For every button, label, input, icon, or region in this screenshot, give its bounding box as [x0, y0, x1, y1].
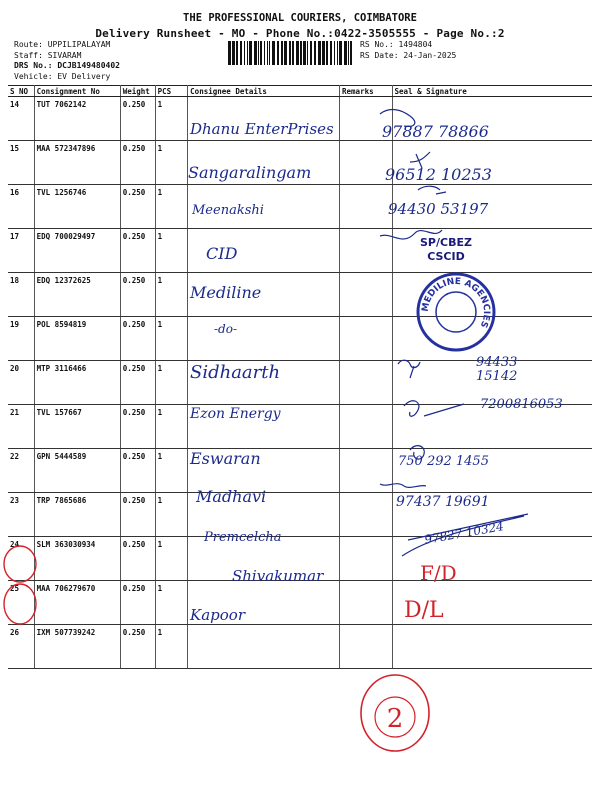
- rs-number: RS No.: 1494804: [360, 40, 433, 49]
- signature-15: [410, 152, 430, 168]
- cell-sno: 19: [8, 317, 34, 361]
- cell-sno: 22: [8, 449, 34, 493]
- cell-sno: 16: [8, 185, 34, 229]
- hw-remark-dl: D/L: [404, 598, 444, 623]
- hw-phone-15: 96512 10253: [385, 165, 492, 184]
- hw-consignee-15: Sangaralingam: [188, 163, 312, 182]
- cell-pcs: 1: [155, 317, 188, 361]
- circle-row-26: [4, 584, 36, 624]
- seal-text: MEDILINE AGENCIES: [420, 276, 492, 329]
- cell-sno: 21: [8, 405, 34, 449]
- cell-weight: 0.250: [120, 317, 155, 361]
- cell-consignment: TVL 1256746: [34, 185, 120, 229]
- drs-value: DCJB149480402: [57, 61, 120, 70]
- cell-pcs: 1: [155, 141, 188, 185]
- hw-phone-24: 97827 10324: [423, 519, 505, 547]
- stamp-cbez-line2: CSCID: [427, 250, 465, 263]
- cell-weight: 0.250: [120, 229, 155, 273]
- stamp-cbez-line1: SP/CBEZ: [420, 236, 472, 249]
- cell-consignment: TRP 7865686: [34, 493, 120, 537]
- col-weight: Weight: [120, 86, 155, 97]
- col-consignment: Consignment No: [34, 86, 120, 97]
- cell-sno: 23: [8, 493, 34, 537]
- hw-phone-21: 7200816053: [480, 397, 563, 412]
- cell-pcs: 1: [155, 185, 188, 229]
- cell-pcs: 1: [155, 581, 188, 625]
- table-header-row: [8, 86, 592, 97]
- cell-sno: 18: [8, 273, 34, 317]
- barcode-image: [228, 41, 354, 65]
- cell-pcs: 1: [155, 449, 188, 493]
- cell-consignment: MTP 3116466: [34, 361, 120, 405]
- hw-consignee-26: Kapoor: [190, 606, 245, 624]
- cell-weight: 0.250: [120, 361, 155, 405]
- runsheet-subtitle: Delivery Runsheet - MO - Phone No.:0422-3505555 - Page No.:2: [95, 27, 505, 40]
- col-remarks: Remarks: [340, 86, 393, 97]
- hw-remark-fd: F/D: [420, 561, 457, 585]
- cell-pcs: 1: [155, 493, 188, 537]
- route-line: Route: UPPILIPALAYAM: [14, 40, 111, 49]
- cell-consignment: TUT 7062142: [34, 97, 120, 141]
- circle-row-25: [4, 546, 36, 582]
- cell-pcs: 1: [155, 97, 188, 141]
- staff-line: Staff: SIVARAM: [14, 50, 82, 60]
- cell-sno: 14: [8, 97, 34, 141]
- cell-consignment: IXM 507739242: [34, 625, 120, 669]
- hw-consignee-17: CID: [206, 244, 238, 263]
- signature-22: [410, 446, 424, 459]
- cell-weight: 0.250: [120, 625, 155, 669]
- hw-phone-16: 94430 53197: [388, 200, 489, 218]
- cell-weight: 0.250: [120, 405, 155, 449]
- cell-consignee: [188, 317, 340, 361]
- hw-phone-23: 97437 19691: [396, 494, 490, 510]
- cell-sno: 17: [8, 229, 34, 273]
- cell-sno: 24: [8, 537, 34, 581]
- hw-consignee-24: Premcelcha: [204, 530, 282, 545]
- rs-info: [360, 40, 456, 61]
- cell-consignment: MAA 706279670: [34, 581, 120, 625]
- hw-phone-22: 750 292 1455: [398, 454, 489, 469]
- seal-stamp: [414, 270, 498, 354]
- cell-consignment: SLM 363030934: [34, 537, 120, 581]
- vehicle-line: Vehicle: EV Delivery: [14, 71, 111, 81]
- hw-consignee-16: Meenakshi: [192, 203, 264, 218]
- cell-pcs: 1: [155, 405, 188, 449]
- cell-weight: 0.250: [120, 449, 155, 493]
- cell-weight: 0.250: [120, 493, 155, 537]
- cell-consignment: EDQ 700029497: [34, 229, 120, 273]
- signature-16: [418, 186, 446, 194]
- drs-line: [14, 61, 120, 72]
- hw-consignee-23: Madhavi: [196, 487, 267, 506]
- col-consignee: Consignee Details: [188, 86, 340, 97]
- hw-consignee-22: Eswaran: [190, 449, 261, 468]
- hw-phone-14: 97887 78866: [382, 122, 489, 141]
- signature-23: [380, 484, 426, 488]
- cell-weight: 0.250: [120, 273, 155, 317]
- cell-weight: 0.250: [120, 97, 155, 141]
- hw-consignee-18: Mediline: [190, 283, 262, 302]
- cell-consignee: [188, 625, 340, 669]
- stamp-sp-cbez: [420, 236, 472, 264]
- drs-label: DRS No.:: [14, 61, 53, 70]
- col-signature: Seal & Signature: [392, 86, 592, 97]
- cell-consignment: GPN 5444589: [34, 449, 120, 493]
- hw-consignee-14: Dhanu EnterPrises: [190, 120, 334, 138]
- cell-consignment: MAA 572347896: [34, 141, 120, 185]
- col-sno: S NO: [8, 86, 34, 97]
- signature-14: [380, 110, 415, 127]
- cell-pcs: 1: [155, 625, 188, 669]
- signature-21: [404, 401, 464, 417]
- cell-sno: 20: [8, 361, 34, 405]
- cell-weight: 0.250: [120, 537, 155, 581]
- cell-consignment: TVL 157667: [34, 405, 120, 449]
- page-number-circle: [355, 670, 435, 756]
- rs-date: RS Date: 24-Jan-2025: [360, 50, 457, 60]
- cell-sno: 25: [8, 581, 34, 625]
- cell-weight: 0.250: [120, 185, 155, 229]
- signature-20: [398, 360, 420, 378]
- cell-weight: 0.250: [120, 141, 155, 185]
- cell-sno: 15: [8, 141, 34, 185]
- hw-consignee-20: Sidhaarth: [190, 362, 281, 383]
- cell-pcs: 1: [155, 229, 188, 273]
- cell-consignment: POL 8594819: [34, 317, 120, 361]
- hw-consignee-25: Shivakumar: [232, 567, 324, 585]
- cell-sno: 26: [8, 625, 34, 669]
- hw-consignee-21: Ezon Energy: [190, 406, 281, 422]
- route-info: [14, 40, 120, 82]
- signature-scribbles: [360, 100, 590, 640]
- cell-pcs: 1: [155, 537, 188, 581]
- col-pcs: PCS: [155, 86, 188, 97]
- hw-consignee-19: -do-: [214, 322, 238, 336]
- cell-weight: 0.250: [120, 581, 155, 625]
- cell-pcs: 1: [155, 361, 188, 405]
- signature-24: [402, 514, 528, 556]
- hw-phone-20: 94433 15142: [476, 355, 518, 384]
- page-circle-number: 2: [386, 704, 404, 734]
- company-title: THE PROFESSIONAL COURIERS, COIMBATORE: [183, 12, 417, 24]
- cell-pcs: 1: [155, 273, 188, 317]
- red-row-circles: [0, 540, 44, 630]
- cell-consignment: EDQ 12372625: [34, 273, 120, 317]
